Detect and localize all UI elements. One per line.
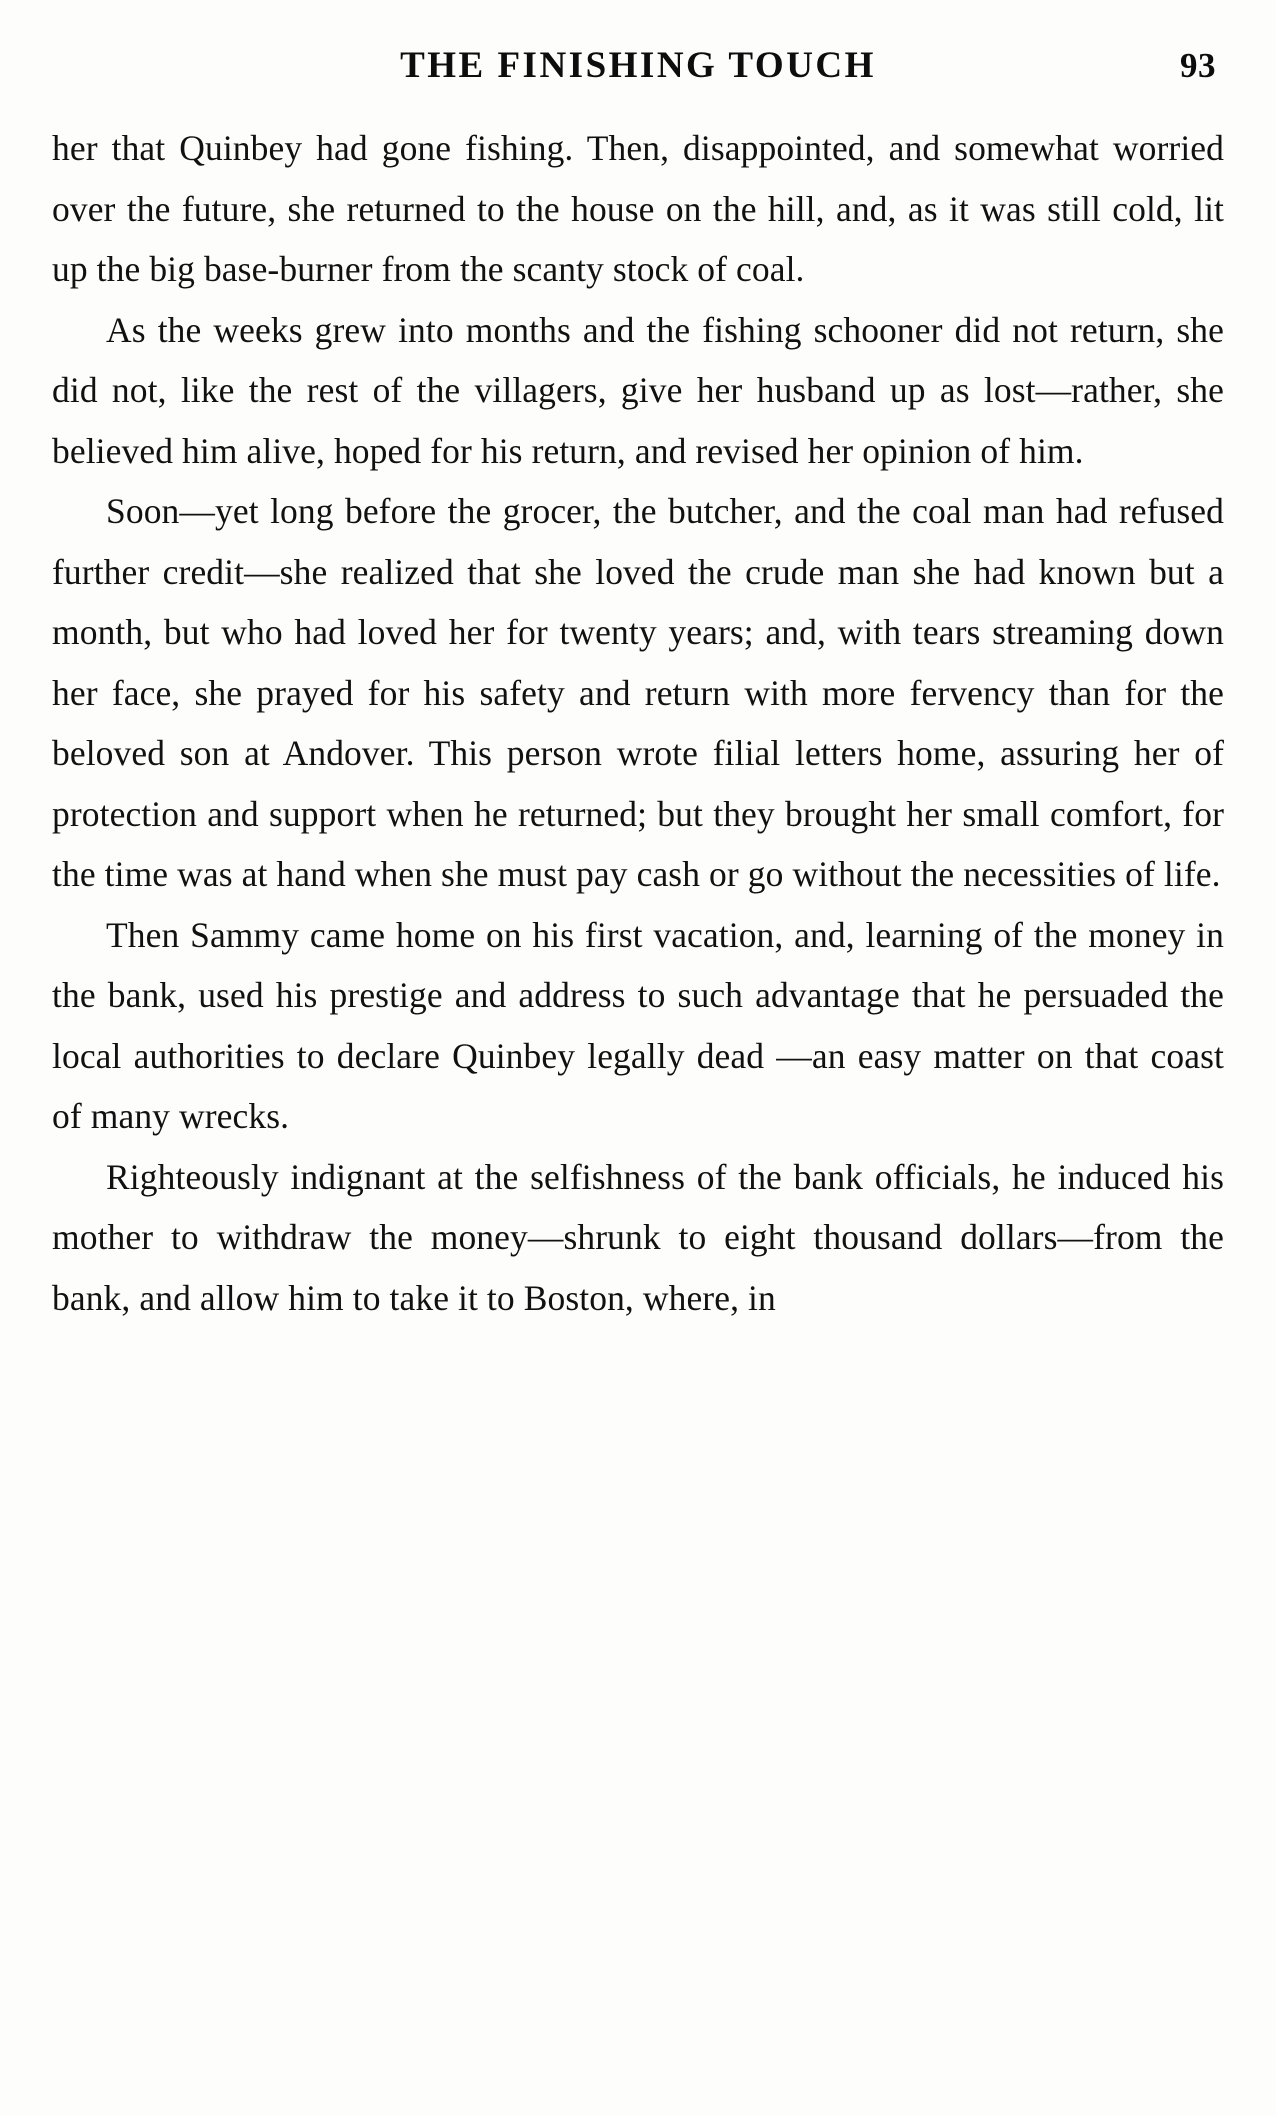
paragraph: her that Quinbey had gone fishing. Then, disappointed, and somewhat worried over the future, she returned to the house on the hill, and, as it was still cold, lit up the big base-burner from the scanty stock of coal. [52, 128, 1224, 289]
paragraph: Then Sammy came home on his first vacation, and, learning of the money in the bank, used his prestige and address to such advantage that he persuaded the local authorities to declare Quinbey legally dead —an easy matter on that coast of many wrecks. [52, 914, 1224, 1136]
page-number: 93 [1180, 46, 1216, 85]
paragraph: Righteously indignant at the selfishness of the bank officials, he induced his mother to withdraw the money—shrunk to eight thousand dollars—from the bank, and allow him to take it to Boston, where, in [52, 1156, 1224, 1318]
body-text [52, 118, 1224, 1328]
paragraph: As the weeks grew into months and the fishing schooner did not return, she did not, like the rest of the villagers, give her husband up as lost—rather, she believed him alive, hoped for his return, and revised her opinion of him. [52, 309, 1224, 471]
running-head: THE FINISHING TOUCH [400, 45, 876, 86]
paragraph: Soon—yet long before the grocer, the butcher, and the coal man had refused further credit—she realized that she loved the crude man she had known but a month, but who had loved her for twenty years; and, with tears streaming down her face, she prayed for his safety and return with more fervency than for the beloved son at Andover. This person wrote filial letters home, assuring her of protection and support when he returned; but they brought her small comfort, for the time was at hand when she must pay cash or go without the necessities of life. [52, 491, 1224, 894]
page-header [0, 30, 1276, 90]
